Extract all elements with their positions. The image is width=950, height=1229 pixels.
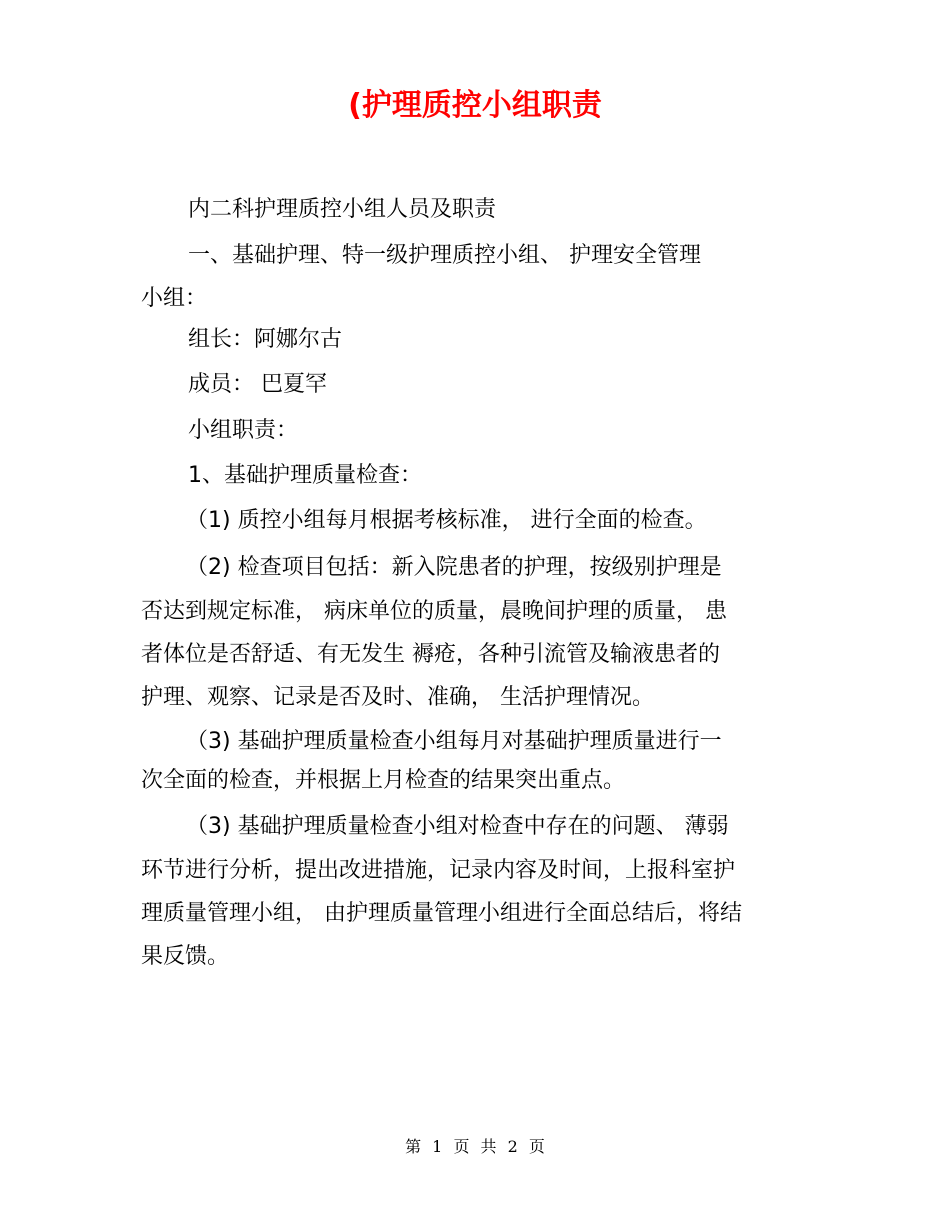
item1-heading: 1、基础护理质量检查： [188,463,422,488]
document-title: (护理质控小组职责 [348,88,602,123]
paragraph2-line4: 护理、观察、记录是否及时、准确， 生活护理情况。 [141,685,654,710]
section1-title-line1: 一、基础护理、特一级护理质控小组、 护理安全管理 [188,243,701,268]
paragraph3-line2: 次全面的检查，并根据上月检查的结果突出重点。 [141,768,626,793]
paragraph3-line1: （3) 基础护理质量检查小组每月对基础护理质量进行一 [186,729,722,754]
section-heading: 内二科护理质控小组人员及职责 [188,197,497,222]
paragraph4-line4: 果反馈。 [141,944,230,969]
paragraph2-line2: 否达到规定标准， 病床单位的质量，晨晚间护理的质量， 患 [141,599,727,624]
paragraph4-line1: （3) 基础护理质量检查小组对检查中存在的问题、 薄弱 [186,814,729,839]
group-leader: 组长：阿娜尔古 [188,327,343,352]
page-footer: 第 1 页 共 2 页 [405,1137,545,1156]
paragraph2-line3: 者体位是否舒适、有无发生 褥疮，各种引流管及输液患者的 [141,642,720,667]
duties-label: 小组职责： [188,418,299,443]
paragraph4-line2: 环节进行分析，提出改进措施，记录内容及时间，上报科室护 [141,858,736,883]
paragraph2-line1: （2) 检查项目包括：新入院患者的护理，按级别护理是 [186,555,722,580]
paragraph4-line3: 理质量管理小组， 由护理质量管理小组进行全面总结后，将结 [141,901,742,926]
section1-title-line2: 小组： [141,286,208,311]
paragraph1-line1: （1) 质控小组每月根据考核标准， 进行全面的检查。 [186,508,707,533]
group-members: 成员： 巴夏罕 [188,372,327,397]
